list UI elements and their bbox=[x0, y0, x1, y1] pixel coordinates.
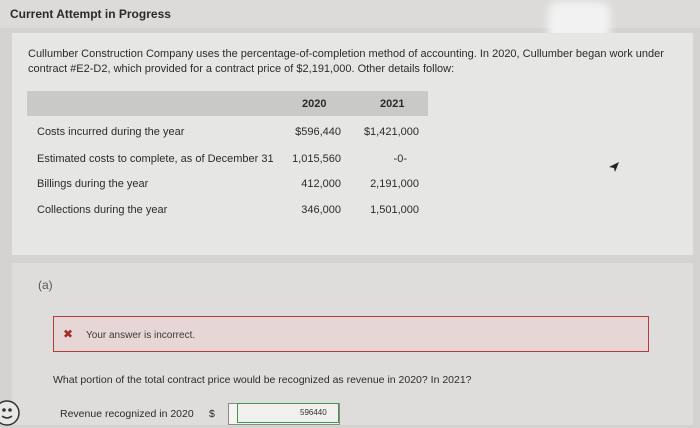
problem-text-line: Cullumber Construction Company uses the percentage-of-completion method of accounting. In 2020, Cullumber began work under bbox=[28, 48, 664, 60]
cell-costs-2021: $1,421,000 bbox=[363, 126, 419, 138]
problem-statement bbox=[28, 47, 678, 77]
cell-costs-2020: $596,440 bbox=[295, 126, 341, 138]
incorrect-x-icon: ✖ bbox=[63, 327, 74, 341]
table-header bbox=[27, 91, 428, 116]
row-label-estimated-costs: Estimated costs to complete, as of December 31 bbox=[37, 153, 274, 165]
attempt-title: Current Attempt in Progress bbox=[10, 7, 171, 21]
cell-collections-2020: 346,000 bbox=[301, 204, 341, 216]
question-text: What portion of the total contract price would be recognized as revenue in 2020? In 2021? bbox=[53, 374, 472, 386]
problem-text-line: contract #E2-D2, which provided for a contract price of $2,191,000. Other details follow: bbox=[28, 63, 455, 75]
cell-billings-2021: 2,191,000 bbox=[370, 178, 419, 190]
row-label-collections: Collections during the year bbox=[37, 204, 168, 216]
row-label-costs-incurred: Costs incurred during the year bbox=[37, 126, 185, 138]
cell-collections-2021: 1,501,000 bbox=[370, 204, 419, 216]
row-label-billings: Billings during the year bbox=[37, 178, 149, 190]
mouse-cursor-icon bbox=[608, 161, 620, 173]
currency-symbol: $ bbox=[209, 408, 215, 420]
answer-label: Revenue recognized in 2020 bbox=[60, 408, 194, 420]
feedback-message: Your answer is incorrect. bbox=[86, 330, 196, 341]
accessibility-icon[interactable] bbox=[0, 398, 22, 428]
part-label: (a) bbox=[38, 278, 53, 292]
column-header-2020: 2020 bbox=[302, 98, 327, 110]
revenue-2020-input[interactable]: 596440 bbox=[237, 403, 339, 423]
cell-billings-2020: 412,000 bbox=[301, 178, 341, 190]
column-header-2021: 2021 bbox=[380, 98, 405, 110]
cell-estimated-2021: -0- bbox=[393, 153, 407, 165]
cell-estimated-2020: 1,015,560 bbox=[292, 153, 341, 165]
